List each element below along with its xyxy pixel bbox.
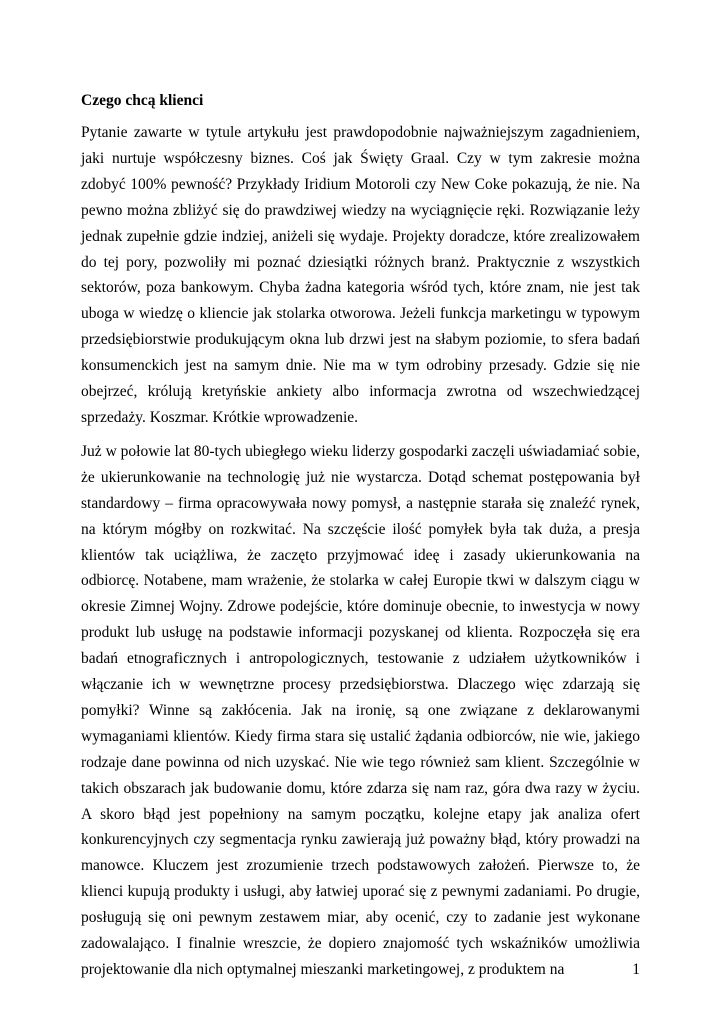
paragraph-history: Już w połowie lat 80-tych ubiegłego wieku liderzy gospodarki zaczęli uświadamiać sobie, że ukierunkowanie na technologię już nie wystarcza. Dotąd schemat postępowania był standardowy – firma opracowywała nowy pomysł, a następnie starała się znaleźć rynek, na którym mógłby on rozkwitać. Na szczęście ilość pomyłek była tak duża, a presja klientów tak uciążliwa, że zaczęto przyjmować ideę i zasady ukierunkowania na odbiorcę. Notabene, mam wrażenie, że stolarka w całej Europie tkwi w dalszym ciągu w okresie Zimnej Wojny. Zdrowe podejście, które dominuje obecnie, to inwestycja w nowy produkt lub usługę na podstawie informacji pozyskanej od klienta. Rozpoczęła się era badań etnograficznych i antropologicznych, testowanie z udziałem użytkowników i włączanie ich w wewnętrzne procesy przedsiębiorstwa. Dlaczego więc zdarzają się pomyłki? Winne są zakłócenia. Jak na ironię, są one związane z deklarowanymi wymaganiami klientów. Kiedy firma stara się ustalić żądania odbiorców, nie wie, jakiego rodzaje dane powinna od nich uzyskać. Nie wie tego również sam klient. Szczególnie w takich obszarach jak budowanie domu, które zdarza się nam raz, góra dwa razy w życiu. A skoro błąd jest popełniony na samym początku, kolejne etapy jak analiza ofert konkurencyjnych czy segmentacja rynku zawierają już poważny błąd, który prowadzi na manowce. Kluczem jest zrozumienie trzech podstawowych założeń. Pierwsze to, że klienci kupują produkty i usługi, aby łatwiej uporać się z pewnymi zadaniami. Po drugie, posługują się oni pewnym zestawem miar, aby ocenić, czy to zadanie jest wykonane zadowalająco. I finalnie wreszcie, że dopiero znajomość tych wskaźników umożliwia projektowanie dla nich optymalnej mieszanki marketingowej, z produktem na [81, 442, 640, 978]
paragraph-intro: Pytanie zawarte w tytule artykułu jest prawdopodobnie najważniejszym zagadnieniem, jaki nurtuje współczesny biznes. Coś jak Święty Graal. Czy w tym zakresie można zdobyć 100% pewność? Przykłady Iridium Motoroli czy New Coke pokazują, że nie. Na pewno można zbliżyć się do prawdziwej wiedzy na wyciągnięcie ręki. Rozwiązanie leży jednak zupełnie gdzie indziej, aniżeli się wydaje. Projekty doradcze, które zrealizowałem do tej pory, pozwoliły mi poznać dziesiątki różnych branż. Praktycznie z wszystkich sektorów, poza bankowym. Chyba żadna kategoria wśród tych, które znam, nie jest tak uboga w wiedzę o kliencie jak stolarka otworowa. Jeżeli funkcja marketingu w typowym przedsiębiorstwie produkującym okna lub drzwi jest na słabym poziomie, to sfera badań konsumenckich jest na samym dnie. Nie ma w tym odrobiny przesady. Gdzie się nie obejrzeć, królują kretyńskie ankiety albo informacja zwrotna od wszechwiedzącej sprzedaży. Koszmar. Krótkie wprowadzenie. [81, 124, 640, 426]
page-number: 1 [632, 961, 640, 978]
article-title: Czego chcą klienci [81, 92, 204, 109]
document-body [81, 90, 640, 991]
